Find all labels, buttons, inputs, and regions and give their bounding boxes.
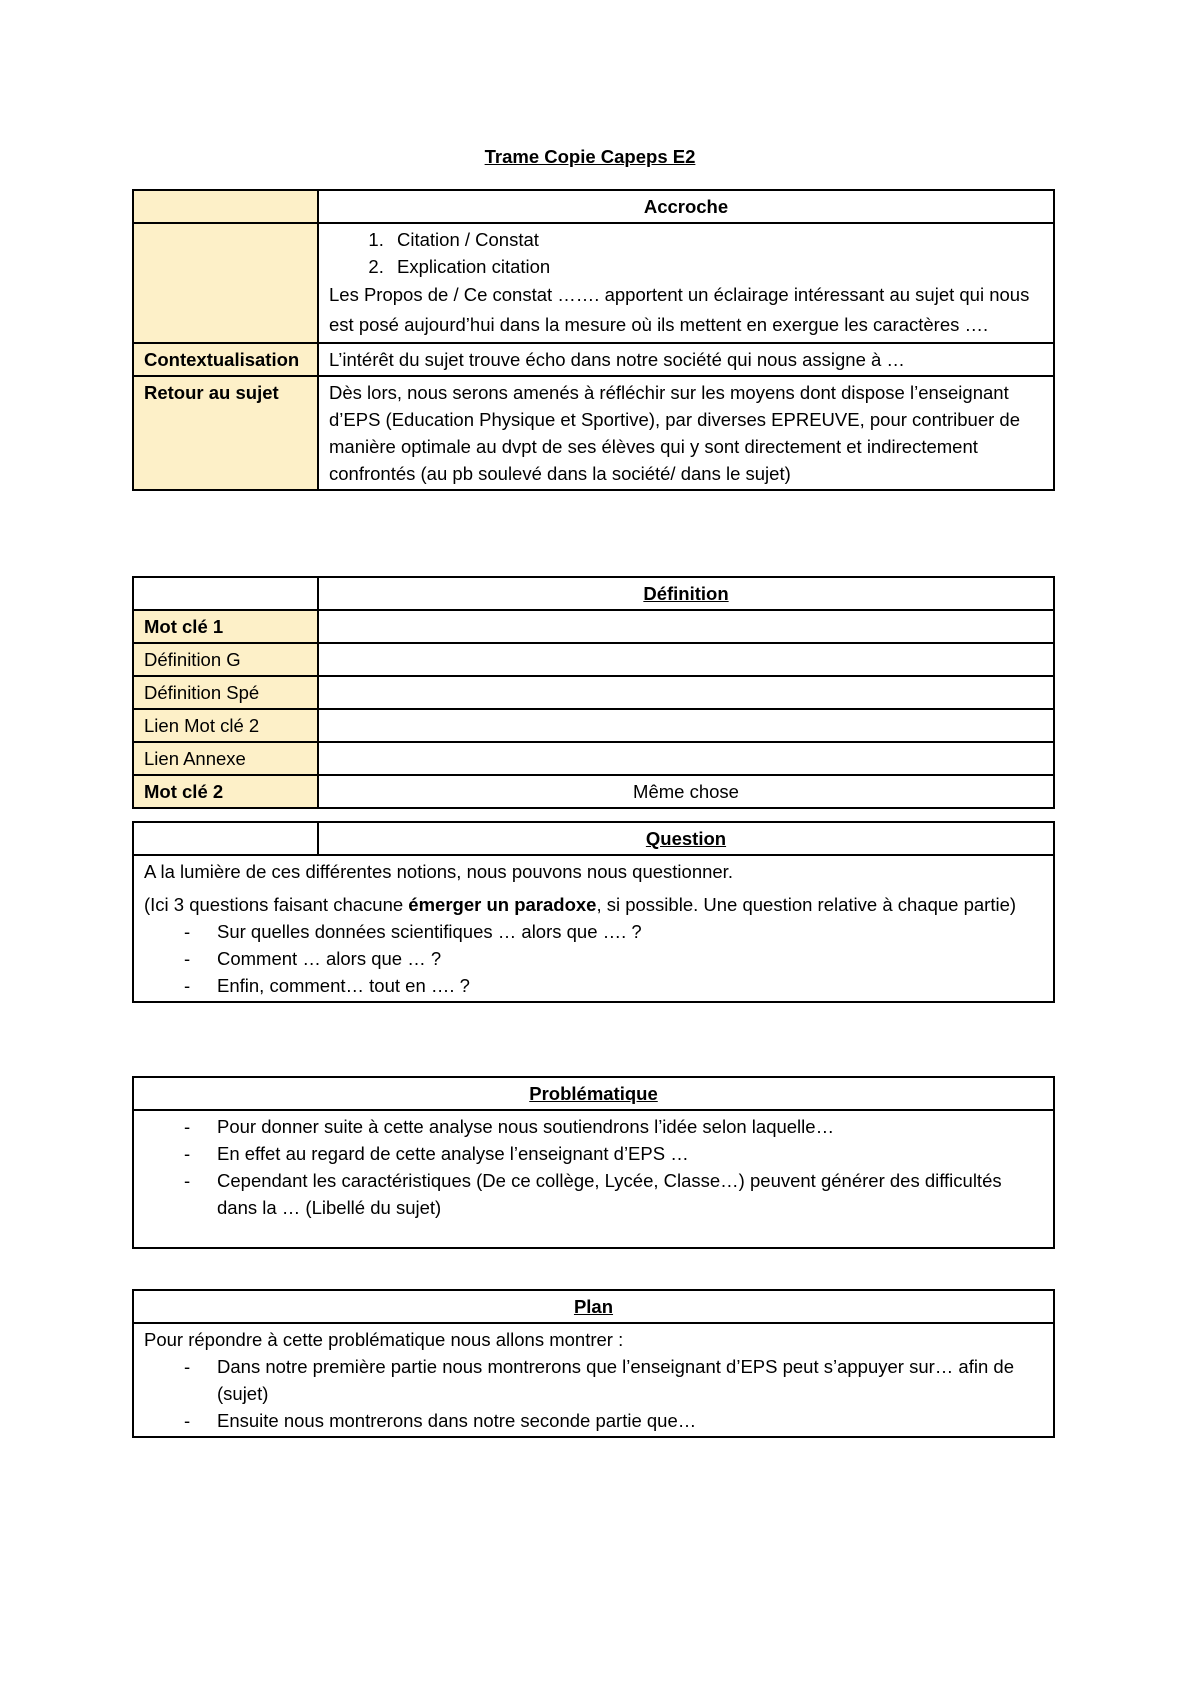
definition-table (132, 576, 1055, 809)
question-corner-cell (133, 822, 318, 855)
row-label: Définition Spé (133, 676, 318, 709)
question-note-suffix: , si possible. Une question relative à chaque partie) (596, 894, 1017, 915)
list-item: - Ensuite nous montrerons dans notre seconde partie que… (184, 1407, 1043, 1434)
question-note-prefix: (Ici 3 questions faisant chacune (144, 894, 409, 915)
row-label: Lien Mot clé 2 (133, 709, 318, 742)
plan-header: Plan (133, 1290, 1054, 1323)
list-item: - En effet au regard de cette analyse l’enseignant d’EPS … (184, 1140, 1043, 1167)
accroche-header: Accroche (318, 190, 1054, 223)
problematique-list (144, 1113, 1043, 1221)
problematique-header: Problématique (133, 1077, 1054, 1110)
accroche-text: Les Propos de / Ce constat ……. apportent un éclairage intéressant au sujet qui nous est posé aujourd’hui dans la mesure où ils mettent en exergue les caractères …. (329, 284, 1030, 335)
retour-text: Dès lors, nous serons amenés à réfléchir sur les moyens dont dispose l’enseignant d’EPS (Education Physique et Sportive), par diverses EPREUVE, pour contribuer de manière optimale au dvpt de ses élèves qui y sont directement et indirectement confrontés (au pb soulevé dans la société/ dans le sujet) (318, 376, 1054, 490)
accroche-content (318, 223, 1054, 343)
problematique-content (133, 1110, 1054, 1248)
question-note (144, 891, 1043, 918)
list-item: - Dans notre première partie nous montrerons que l’enseignant d’EPS peut s’appuyer sur… afin de (sujet) (184, 1353, 1043, 1407)
retour-label: Retour au sujet (133, 376, 318, 490)
question-table (132, 821, 1055, 1003)
list-item: 1. Citation / Constat (389, 226, 1043, 253)
list-item: 2. Explication citation (389, 253, 1043, 280)
definition-corner-cell (133, 577, 318, 610)
contextualisation-text: L’intérêt du sujet trouve écho dans notre société qui nous assigne à … (318, 343, 1054, 376)
accroche-empty-label (133, 223, 318, 343)
list-item: - Comment … alors que … ? (184, 945, 1043, 972)
row-value (318, 676, 1054, 709)
question-content (133, 855, 1054, 1002)
plan-intro: Pour répondre à cette problématique nous allons montrer : (144, 1329, 624, 1350)
accroche-label-cell (133, 190, 318, 223)
list-item: - Cependant les caractéristiques (De ce collège, Lycée, Classe…) peuvent générer des difficultés dans la … (Libellé du sujet) (184, 1167, 1043, 1221)
accroche-table (132, 189, 1055, 491)
plan-content (133, 1323, 1054, 1437)
plan-table (132, 1289, 1055, 1438)
question-intro: A la lumière de ces différentes notions, nous pouvons nous questionner. (144, 861, 733, 882)
definition-header: Définition (318, 577, 1054, 610)
question-list (144, 918, 1043, 999)
row-value (318, 643, 1054, 676)
row-value (318, 742, 1054, 775)
row-label: Mot clé 2 (133, 775, 318, 808)
contextualisation-label: Contextualisation (133, 343, 318, 376)
plan-list (144, 1353, 1043, 1434)
question-note-bold: émerger un paradoxe (408, 894, 597, 915)
row-label: Lien Annexe (133, 742, 318, 775)
question-header: Question (318, 822, 1054, 855)
list-item: - Sur quelles données scientifiques … alors que …. ? (184, 918, 1043, 945)
row-value: Même chose (318, 775, 1054, 808)
list-item: - Enfin, comment… tout en …. ? (184, 972, 1043, 999)
page-title: Trame Copie Capeps E2 (484, 146, 696, 167)
row-label: Mot clé 1 (133, 610, 318, 643)
list-item: - Pour donner suite à cette analyse nous soutiendrons l’idée selon laquelle… (184, 1113, 1043, 1140)
problematique-table (132, 1076, 1055, 1249)
row-value (318, 709, 1054, 742)
row-value (318, 610, 1054, 643)
accroche-list (329, 226, 1043, 280)
row-label: Définition G (133, 643, 318, 676)
